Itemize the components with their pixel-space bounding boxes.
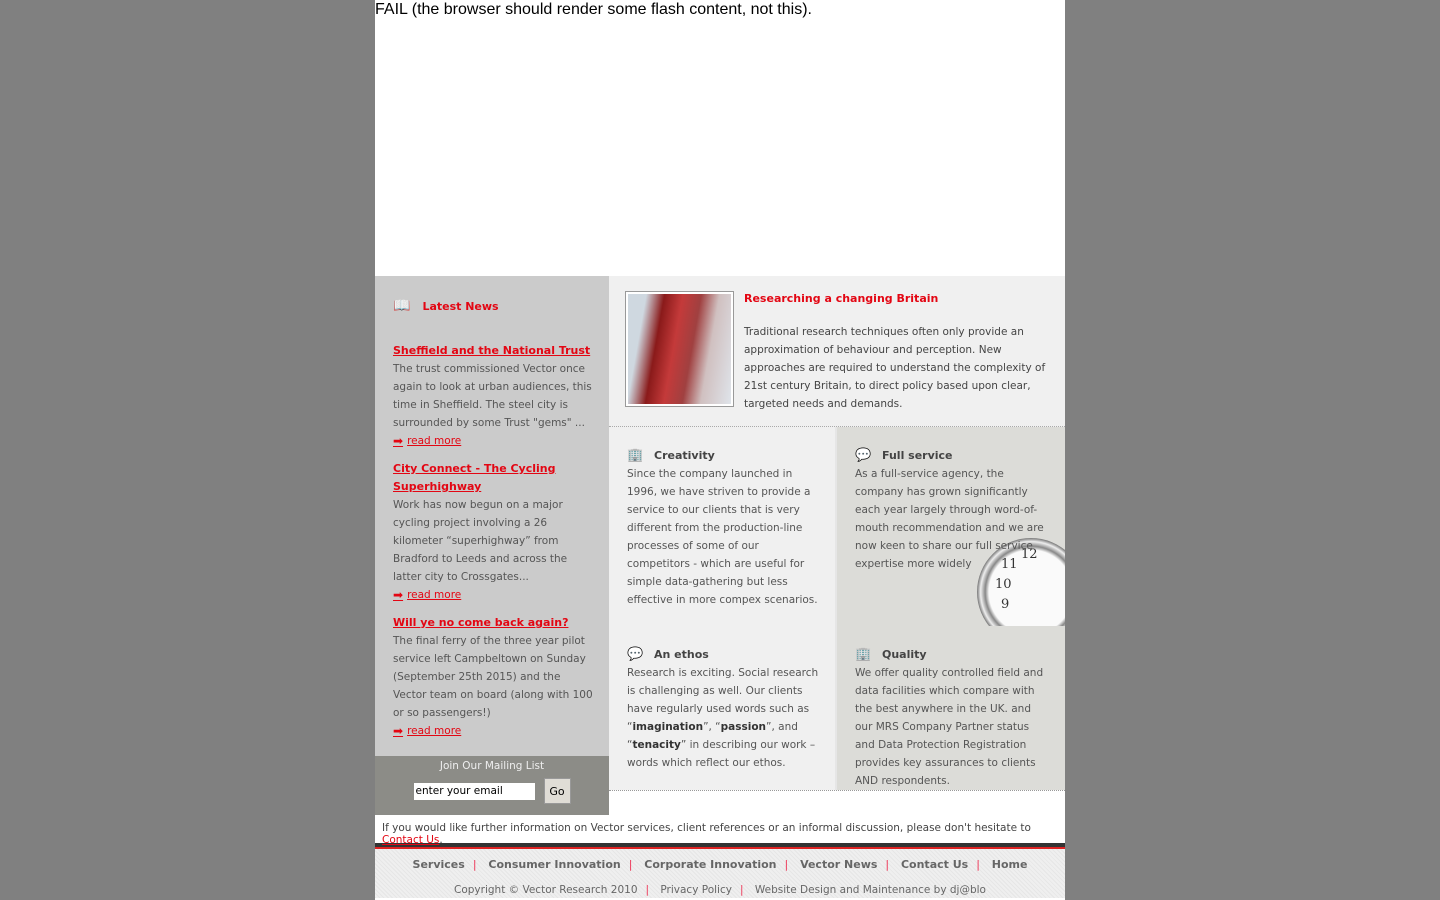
arrow-icon: ➡ <box>393 434 404 448</box>
feature-title: Full service <box>882 449 953 462</box>
feature-quality <box>837 626 1065 790</box>
speech-bubble-icon: 💬 <box>855 448 872 463</box>
feature-title: Quality <box>882 648 927 661</box>
read-more-label[interactable]: read more <box>407 589 462 601</box>
news-body: The trust commissioned Vector once again to look at urban audiences, this time in Sheffield. The steel city is surrounded by some Trust "gems" ... <box>393 363 592 429</box>
feature-full-service <box>837 427 1065 626</box>
feature-title: Creativity <box>654 449 715 462</box>
feature-creativity <box>609 427 837 626</box>
read-more-label[interactable]: read more <box>407 435 462 447</box>
privacy-policy-link[interactable]: Privacy Policy <box>660 884 732 896</box>
nav-services[interactable]: Services <box>412 858 465 871</box>
mailing-list <box>375 756 609 815</box>
sidebar <box>375 276 609 815</box>
intro-body: Traditional research techniques often only provide an approximation of behaviour and perception. New approaches are required to understand the complexity of 21st century Britain, to direct policy based upon clear, targeted needs and demands. <box>744 326 1046 410</box>
contact-strip: If you would like further information on Vector services, client references or an informal discussion, please don't hesitate to Contact Us. <box>375 815 1065 843</box>
feature-body: We offer quality controlled field and data facilities which compare with the best anywhere in the UK. and our MRS Company Partner status and Data Protection Registration provides key assurances to clients AND respondents. <box>855 667 1044 787</box>
arrow-icon: ➡ <box>393 724 404 738</box>
bus-photo <box>625 291 734 407</box>
mailing-list-label: Join Our Mailing List <box>439 760 545 772</box>
feature-title: An ethos <box>654 648 709 661</box>
news-title-link[interactable]: Will ye no come back again? <box>393 616 569 629</box>
latest-news-header <box>375 276 609 342</box>
footer <box>375 849 1065 898</box>
copyright-line: Copyright © Vector Research 2010 | Privacy Policy | Website Design and Maintenance by dj@blo <box>454 884 986 896</box>
feature-body: As a full-service agency, the company has grown significantly each year largely through word-of- mouth recommendation and we are now keen to share our full service expertise more widely <box>855 468 1044 570</box>
nav-vector-news[interactable]: Vector News <box>800 858 878 871</box>
copyright: Copyright © Vector Research 2010 <box>454 884 638 896</box>
arrow-icon: ➡ <box>393 588 404 602</box>
main-content <box>609 276 1065 815</box>
latest-news-title: Latest News <box>422 299 499 313</box>
nav-home[interactable]: Home <box>991 858 1028 871</box>
flash-fallback: FAIL (the browser should render some flash content, not this). <box>375 0 1065 276</box>
book-icon: 📖 <box>393 298 411 314</box>
feature-body: Research is exciting. Social research is challenging as well. Our clients have regularly used words such as “imagination”, “passion”, and “tenacity” in describing our work – words which reflect our ethos. <box>627 667 819 769</box>
go-button[interactable]: Go <box>544 778 571 804</box>
page <box>375 0 1065 900</box>
clock-image: 11 10 9 12 <box>977 538 1065 626</box>
read-more-link[interactable] <box>393 586 593 604</box>
news-item <box>375 460 609 604</box>
news-title-link[interactable]: Sheffield and the National Trust <box>393 344 591 357</box>
news-title-link[interactable]: City Connect - The Cycling Superhighway <box>393 462 556 493</box>
news-item <box>375 614 609 740</box>
email-input[interactable]: enter your email <box>414 783 535 800</box>
read-more-label[interactable]: read more <box>407 725 462 737</box>
read-more-link[interactable] <box>393 432 593 450</box>
news-body: The final ferry of the three year pilot service left Campbeltown on Sunday (September 25th 2015) and the Vector team on board (along with 100 or so passengers!) <box>393 635 593 719</box>
divider <box>609 790 1065 791</box>
nav-corporate-innovation[interactable]: Corporate Innovation <box>644 858 777 871</box>
speech-bubble-icon: 💬 <box>627 647 644 662</box>
intro-title: Researching a changing Britain <box>744 292 939 305</box>
nav-consumer-innovation[interactable]: Consumer Innovation <box>488 858 621 871</box>
news-body: Work has now begun on a major cycling project involving a 26 kilometer “superhighway” from Bradford to Leeds and across the latter city to Crossgates... <box>393 499 568 583</box>
feature-body: Since the company launched in 1996, we have striven to provide a service to our clients that is very different from the production-line processes of some of our competitors - which are useful for simple data-gathering but less effective in more compex scenarios. <box>627 468 818 606</box>
footer-nav: Services | Consumer Innovation | Corporate Innovation | Vector News | Contact Us | Home <box>412 858 1028 871</box>
contact-us-link[interactable]: Contact Us <box>382 834 440 846</box>
building-icon: 🏢 <box>855 647 872 662</box>
news-item <box>375 342 609 450</box>
read-more-link[interactable] <box>393 722 593 740</box>
credit-link[interactable]: Website Design and Maintenance by dj@blo <box>754 884 986 896</box>
intro-section <box>609 276 1065 427</box>
feature-ethos <box>609 626 837 790</box>
nav-contact-us[interactable]: Contact Us <box>900 858 969 871</box>
building-icon: 🏢 <box>627 448 644 463</box>
